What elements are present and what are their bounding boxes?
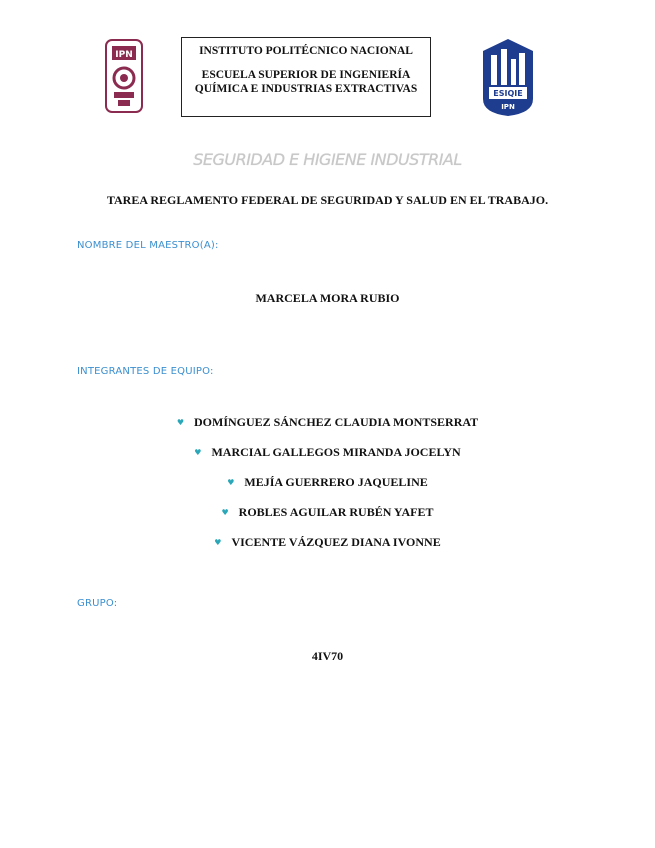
teacher-label: NOMBRE DEL MAESTRO(A): [77,240,219,251]
list-item [0,412,655,442]
team-member-name: DOMÍNGUEZ SÁNCHEZ CLAUDIA MONTSERRAT [194,415,479,429]
bullet-icon: ♥ [214,538,222,547]
bullet-icon: ♥ [221,508,229,517]
task-title: TAREA REGLAMENTO FEDERAL DE SEGURIDAD Y SALUD EN EL TRABAJO. [106,193,549,207]
subject-title: SEGURIDAD E HIGIENE INDUSTRIAL [193,150,462,169]
institution-name: INSTITUTO POLITÉCNICO NACIONAL [199,45,413,57]
team-member-name: MEJÍA GUERRERO JAQUELINE [244,475,428,489]
bullet-icon: ♥ [227,478,235,487]
list-item [0,472,655,502]
teacher-name: MARCELA MORA RUBIO [255,291,400,305]
institution-header [181,37,431,117]
group-value: 4IV70 [311,649,344,663]
school-name-line2: QUÍMICA E INDUSTRIAS EXTRACTIVAS [194,83,418,95]
school-name-line1: ESCUELA SUPERIOR DE INGENIERÍA [201,69,411,81]
list-item [0,442,655,472]
ipn-logo-text: IPN [115,50,133,60]
team-member-name: MARCIAL GALLEGOS MIRANDA JOCELYN [211,445,461,459]
group-label: GRUPO: [77,598,118,609]
esiqie-logo-text: ESIQIE [493,89,523,98]
bullet-icon: ♥ [194,448,202,457]
list-item [0,532,655,562]
team-member-name: ROBLES AGUILAR RUBÉN YAFET [238,505,434,519]
ipn-logo [104,38,144,114]
bullet-icon: ♥ [176,418,184,427]
team-label: INTEGRANTES DE EQUIPO: [77,366,214,377]
esiqie-logo [479,37,537,118]
list-item [0,502,655,532]
team-member-list [0,412,655,562]
team-member-name: VICENTE VÁZQUEZ DIANA IVONNE [231,535,441,549]
esiqie-logo-subtext: IPN [501,103,515,111]
